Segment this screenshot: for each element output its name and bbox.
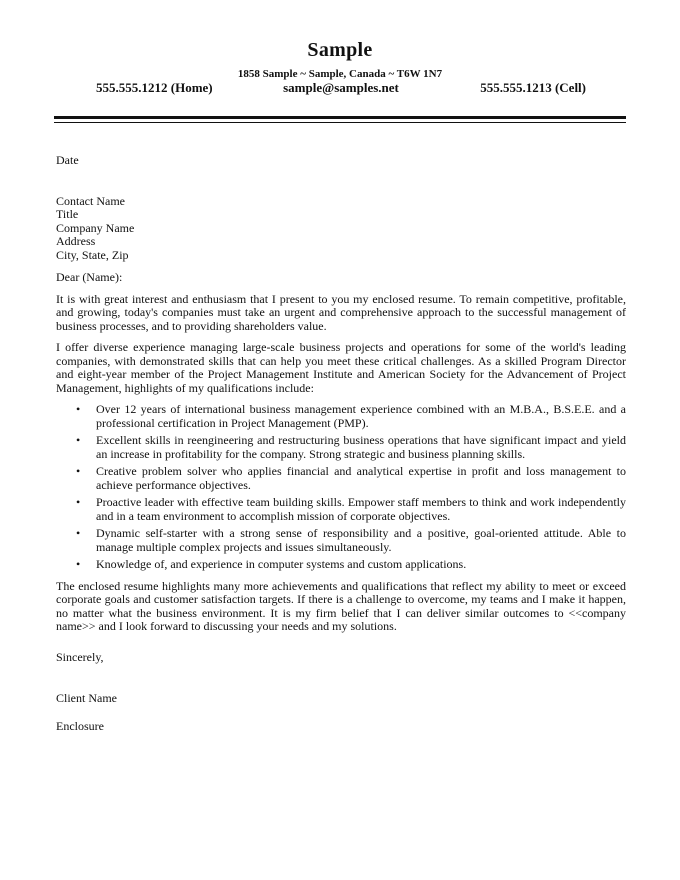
sender-address: 1858 Sample ~ Sample, Canada ~ T6W 1N7 [237, 68, 443, 80]
recipient-title: Title [56, 207, 79, 221]
qualification-text: Excellent skills in reengineering and restructuring business operations that have significant impact and yield an increase in profitability for the company. Strong strategic and business planning skills. [96, 433, 626, 461]
header-divider-thick [54, 116, 626, 119]
home-phone: 555.555.1212 (Home) [96, 80, 213, 95]
bullet-icon: • [76, 557, 81, 571]
letter-date: Date [56, 153, 79, 167]
list-item [56, 558, 626, 572]
qualification-text: Creative problem solver who applies financial and analytical expertise in profit and loss management to achieve performance objectives. [96, 464, 626, 492]
list-item [56, 527, 626, 554]
experience-paragraph: I offer diverse experience managing large-scale business projects and operations for some of the world's leading companies, with demonstrated skills that can help you meet these critical challenges. As a skilled Program Director and eight-year member of the Project Management Institute and American Society for the Advancement of Project Management, highlights of my qualifications include: [56, 340, 626, 395]
greeting: Dear (Name): [56, 270, 123, 284]
list-item [56, 434, 626, 461]
qualification-text: Dynamic self-starter with a strong sense of responsibility and a positive, goal-oriented attitude. Able to manage multiple complex projects and issues simultaneously. [96, 526, 626, 554]
recipient-contact-name: Contact Name [56, 193, 125, 208]
recipient-company: Company Name [56, 220, 135, 235]
sender-name: Sample [307, 39, 373, 61]
qualification-text: Knowledge of, and experience in computer systems and custom applications. [96, 557, 467, 571]
enclosure-note: Enclosure [56, 718, 104, 733]
qualifications-list [56, 403, 626, 572]
closing: Sincerely, [56, 649, 104, 664]
signer-name: Client Name [56, 691, 117, 705]
qualification-text: Over 12 years of international business management experience combined with an M.B.A., B.S.E.E. and a professional certification in Project Management (PMP). [96, 402, 626, 430]
header-divider-thin [54, 122, 626, 123]
contact-row [96, 80, 586, 98]
conclusion-paragraph: The enclosed resume highlights many more achievements and qualifications that reflect my ability to meet or exceed corporate goals and customer satisfaction targets. If there is a challenge to overcome, my teams and I make it happen, no matter what the business environment. It is my firm belief that I can deliver similar outcomes to <<company name>> and I look forward to discussing your needs and my solutions. [56, 578, 626, 633]
recipient-block [56, 195, 626, 263]
cell-phone: 555.555.1213 (Cell) [480, 80, 586, 95]
list-item [56, 465, 626, 492]
bullet-icon: • [76, 526, 81, 540]
recipient-city-state-zip: City, State, Zip [56, 247, 129, 262]
list-item [56, 496, 626, 523]
bullet-icon: • [76, 402, 81, 416]
qualification-text: Proactive leader with effective team building skills. Empower staff members to think and work independently and in a team environment to accomplish mission of corporate objectives. [96, 495, 626, 523]
bullet-icon: • [76, 464, 81, 478]
recipient-address: Address [56, 234, 96, 248]
email-address: sample@samples.net [283, 80, 399, 95]
bullet-icon: • [76, 433, 81, 447]
intro-paragraph: It is with great interest and enthusiasm that I present to you my enclosed resume. To remain competitive, profitable, and growing, today's companies must take an urgent and comprehensive approach to the successful management of business processes, and to providing shareholders value. [56, 291, 626, 333]
bullet-icon: • [76, 495, 81, 509]
list-item [56, 403, 626, 430]
letter-body [56, 154, 626, 733]
